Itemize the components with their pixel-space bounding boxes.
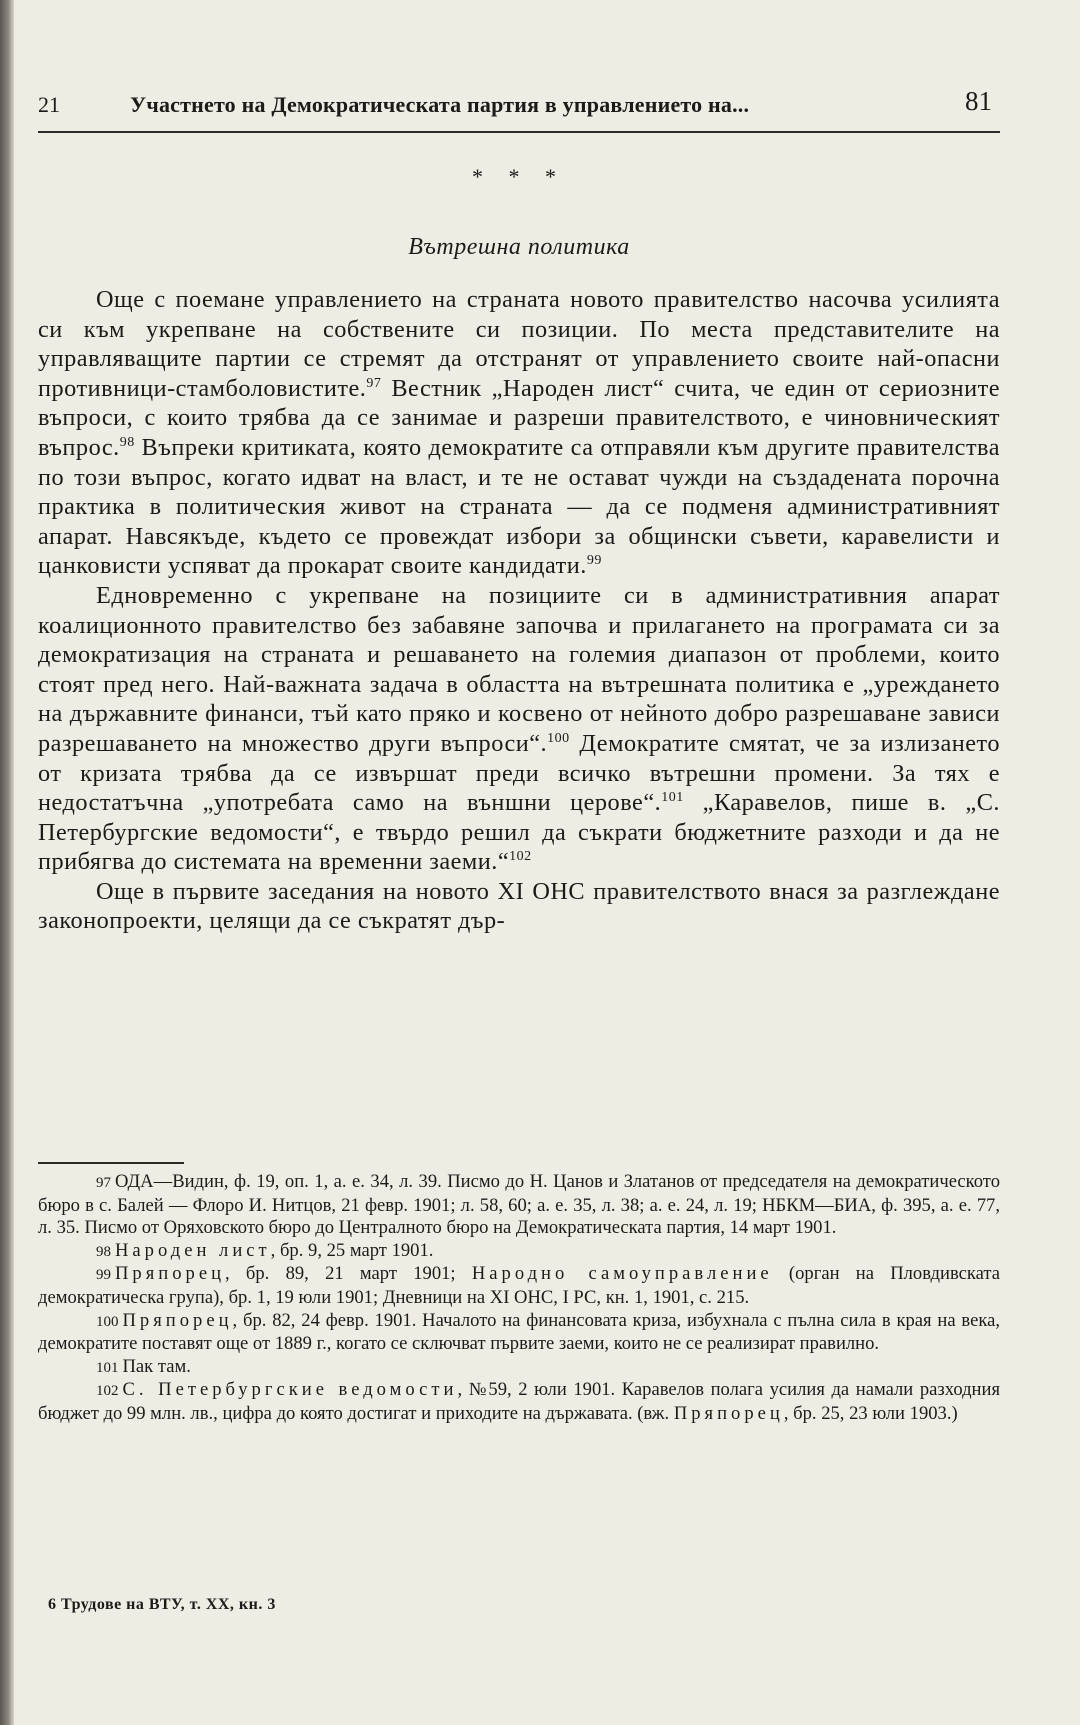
footnote-ref-101[interactable]: 101 — [661, 790, 684, 806]
footnote-number: 98 — [96, 1243, 111, 1260]
source-name: Пряпорец — [673, 1402, 784, 1424]
footnote-number: 99 — [96, 1267, 111, 1284]
footnote-ref-102[interactable]: 102 — [509, 849, 532, 865]
footnote-ref-99[interactable]: 99 — [586, 553, 602, 569]
footnote-ref-97[interactable]: 97 — [366, 375, 382, 391]
footnote-rule — [38, 1162, 184, 1164]
footnote-number: 101 — [96, 1359, 119, 1376]
footnote-97: 97 ОДА—Видин, ф. 19, оп. 1, а. е. 34, л. 39. Писмо до Н. Цанов и Златанов от председателя на демократическото бюро в с. Балей — Флоро И. Нитцов, 21 февр. 1901; л. 58, 60; а. е. 35, л. 38; а. е. 24, л. 19; НБКМ—БИА, ф. 395, а. е. 77, л. 35. Писмо от Оряховското бюро до Централното бюро на Демократическата партия, 14 март 1901. — [38, 1171, 1000, 1239]
body-text — [38, 285, 1000, 936]
section-separator-stars: * * * — [472, 164, 566, 189]
footnote-number: 102 — [96, 1383, 119, 1400]
paragraph-1: Още с поемане управлението на страната новото правителство насочва усилията си към укрепване на собствените си позиции. По места представителите на управляващите партии се стремят да отстранят от управлението своите най-опасни противници-стамболовистите.$^{97}$ Вестник „Народен лист“ счита, че един от сериозните въпроси, с които трябва да се занимае и разреши правителството, е чиновническият въпрос.$^{98}$ Въпреки критиката, която демократите са отправяли към другите правителства по този въпрос, когато идват на власт, и те не остават чужди на създадената порочна практика в политическия живот на страната — да се подменя административният апарат. Навсякъде, където се провеждат избори за общински съвети, каравелисти и цанковисти успяват да прокарат своите кандидати.$^{99}$ — [38, 286, 1000, 580]
paragraph-2: Едновременно с укрепване на позициите си в административния апарат коалиционното правителство без забавяне започва и прилагането на програмата си за демократизация на страната и решаването на големия диапазон от проблеми, които стоят пред него. Най-важната задача в областта на вътрешната политика е „уреждането на държавните финанси, тъй като пряко и косвено от нейното добро разрешаване зависи разрешаването на множество други въпроси“.$^{100}$ Демократите смятат, че за излизането от кризата трябва да се извършат преди всичко вътрешни промени. За тях е недостатъчна „употребата само на външни церове“.$^{101}$ „Каравелов, пише в. „С. Петербургские ведомости“, е твърдо решил да съкрати бюджетните разходи и да не прибягва до системата на временни заеми.“$^{102}$ — [38, 581, 1000, 876]
book-page — [38, 0, 1000, 1725]
section-title: Вътрешна политика — [408, 234, 630, 260]
running-header — [38, 86, 1000, 126]
source-name: Народен лист — [115, 1239, 271, 1261]
footnote-102: 102 С. Петербургские ведомости, №59, 2 юли 1901. Каравелов полага усилия да намали разходния бюджет до 99 млн. лв., цифра до която достигат и приходите на държавата. (вж. Пряпорец, бр. 25, 23 юли 1903.) — [38, 1379, 1000, 1424]
book-spine-shadow — [0, 0, 14, 1725]
footnotes — [38, 1171, 1000, 1426]
footnote-number: 100 — [96, 1313, 119, 1330]
footnote-number: 97 — [96, 1175, 111, 1191]
footnote-100: 100 Пряпорец, бр. 82, 24 февр. 1901. Началото на финансовата криза, избухнала с пълна сила в края на века, демократите поставят още от 1889 г., когато се сключват първите заеми, които не се реализират правилно. — [38, 1309, 1000, 1355]
footnote-99: 99 Пряпорец, бр. 89, 21 март 1901; Народно самоуправление (орган на Пловдивската демократическа група), бр. 1, 19 юли 1901; Дневници на XI ОНС, I РС, кн. 1, 1901, с. 215. — [38, 1263, 1001, 1308]
source-name: С. Петербургские ведомости — [122, 1379, 458, 1401]
footnote-101: 101 Пак там. — [96, 1355, 191, 1377]
page-number: 81 — [965, 86, 992, 116]
source-name: Пряпорец — [115, 1263, 226, 1285]
header-rule — [38, 131, 1000, 133]
printer-signature: 6 Трудове на ВТУ, т. XX, кн. 3 — [48, 1596, 276, 1613]
footnote-ref-98[interactable]: 98 — [119, 434, 135, 450]
source-name: Народно самоуправление — [471, 1263, 773, 1285]
footnote-ref-100[interactable]: 100 — [547, 730, 570, 746]
paragraph-3: Още в първите заседания на новото XI ОНС правителството внася за разглеждане законопроекти, целящи да се съкратят дър- — [38, 877, 1000, 935]
source-name: Пряпорец — [122, 1309, 233, 1331]
chapter-number: 21 — [38, 92, 60, 117]
footnote-98: 98 Народен лист, бр. 9, 25 март 1901. — [96, 1239, 434, 1261]
running-title: Участнето на Демократическата партия в управлението на... — [130, 92, 750, 117]
